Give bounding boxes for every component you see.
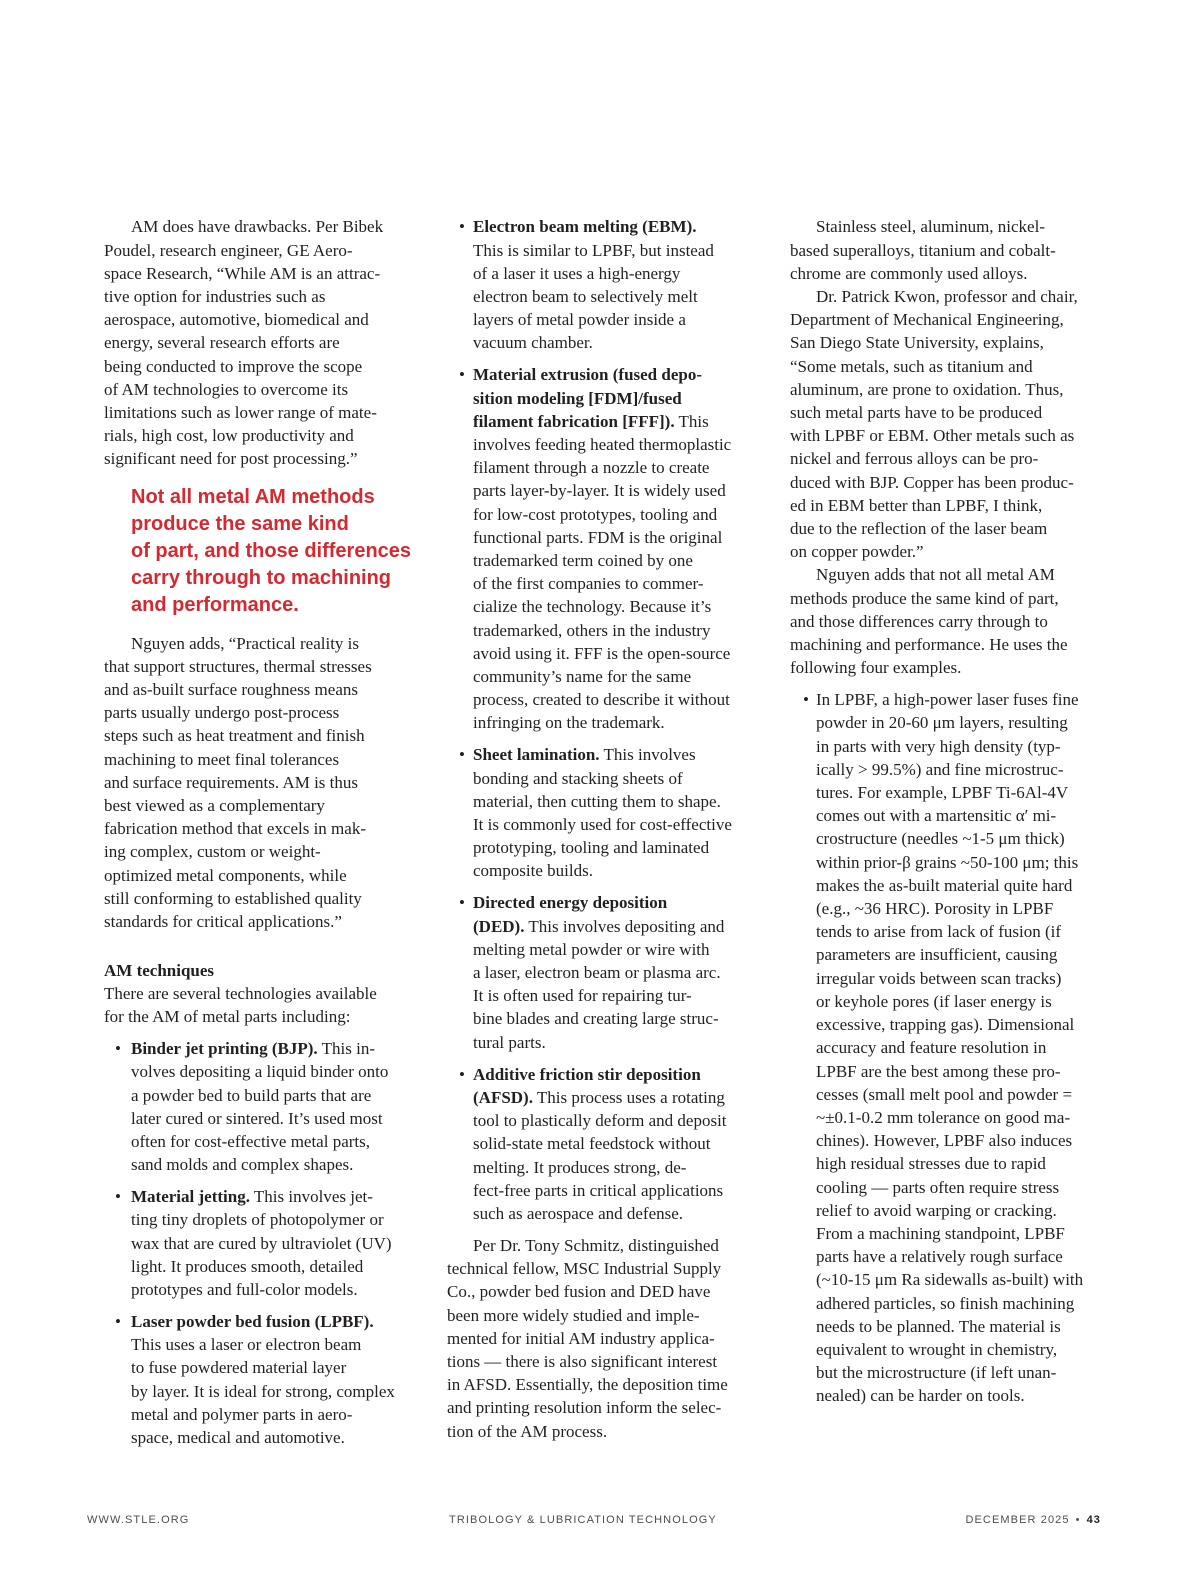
footer-website: WWW.STLE.ORG [87, 1514, 190, 1526]
bullet-lead: Electron beam melting (EBM). [473, 217, 697, 237]
bullet-lead: Laser powder bed fusion (LPBF). [131, 1312, 374, 1332]
bullet-item [447, 363, 765, 734]
paragraph-nguyen-quote: Nguyen adds, “Practical reality is that support structures, thermal stresses and as-built surface roughness means parts usually undergo post-process steps such as heat treatment and finish machining to meet final tolerances and surface requirements. AM is thus best viewed as a complementary fabrication method that excels in mak- ing complex, custom or weight- optimized metal components, while still conforming to established quality standards for critical applications.” [104, 633, 372, 932]
footer-issue [965, 1512, 1101, 1528]
bullet-item [104, 1310, 422, 1449]
bullet-text: This uses a laser or electron beam to fuse powdered material layer by layer. It is ideal for strong, complex metal and polymer parts in aero- space, medical and automotive. [131, 1335, 395, 1448]
footer-magazine-title: TRIBOLOGY & LUBRICATION TECHNOLOGY [449, 1514, 717, 1526]
bullet-lead: Binder jet printing (BJP). [131, 1039, 318, 1059]
technique-list [104, 1037, 422, 1449]
column-2 [447, 215, 765, 1442]
bullet-item [447, 215, 765, 354]
bullet-item [447, 743, 765, 882]
paragraph-intro: There are several technologies available for the AM of metal parts including: [104, 983, 377, 1027]
section-heading: AM techniques [104, 960, 215, 980]
page-number: 43 [1086, 1514, 1101, 1526]
footer-issue-date: DECEMBER 2025 [965, 1514, 1070, 1526]
bullet-text: This involves bonding and stacking sheets of material, then cutting them to shape. It is commonly used for cost-effective prototyping, tooling and laminated composite builds. [473, 745, 732, 881]
bullet-lead: Material extrusion (fused depo- sition modeling [FDM]/fused filament fabrication [FFF]). [473, 365, 703, 431]
bullet-text: This involves jet- ting tiny droplets of photopolymer or wax that are cured by ultraviolet (UV) light. It produces smooth, detailed prototypes and full-color models. [131, 1187, 392, 1300]
bullet-text: This process uses a rotating tool to plastically deform and deposit solid-state metal feedstock without melting. It produces strong, de- fect-free parts in critical applications such as aerospace and defense. [473, 1087, 727, 1223]
bullet-item [104, 1037, 422, 1176]
bullet-text: In LPBF, a high-power laser fuses fine powder in 20-60 μm layers, resulting in parts with very high density (typ- ically > 99.5%) and fine microstruc- tures. For example, LPBF Ti-6Al-4V comes out with a martensitic α′ mi- crostructure (needles ~1-5 μm thick) within prior-β grains ~50-100 μm; this makes the as-built material quite hard (e.g., ~36 HRC). Porosity in LPBF tends to arise from lack of fusion (if parameters are insufficient, causing irregular voids between scan tracks) or keyhole pores (if laser energy is excessive, trapping gas). Dimensional accuracy and feature resolution in LPBF are the best among these pro- cesses (small melt pool and powder = ~±0.1-0.2 mm tolerance on good ma- chines). However, LPBF also induces high residual stresses due to rapid cooling — parts often require stress relief to avoid warping or cracking. From a machining standpoint, LPBF parts have a relatively rough surface (~10-15 μm Ra sidewalls as-built) with adhered particles, so finish machining needs to be planned. The material is equivalent to wrought in chemistry, but the microstructure (if left unan- nealed) can be harder on tools. [816, 690, 1084, 1406]
bullet-lead: Sheet lamination. [473, 745, 600, 765]
bullet-text: This involves feeding heated thermoplastic filament through a nozzle to create parts layer-by-layer. It is widely used for low-cost prototypes, tooling and functional parts. FDM is the original trademarked term coined by one of the first companies to commer- cialize the technology. Because it’s trademarked, others in the industry avoid using it. FFF is the open-source community’s name for the same process, created to describe it without infringing on the trademark. [473, 411, 732, 733]
bullet-lead: Directed energy deposition (DED). [473, 893, 668, 936]
paragraph-kwon: Dr. Patrick Kwon, professor and chair, Department of Mechanical Engineering, San Diego State University, explains, “Some metals, such as titanium and aluminum, are prone to oxidation. Thus, such metal parts have to be produced with LPBF or EBM. Other metals such as nickel and ferrous alloys can be pro- duced with BJP. Copper has been produc- ed in EBM better than LPBF, I think, due to the reflection of the laser beam on copper powder.” [790, 287, 1078, 562]
pull-quote: Not all metal AM methods produce the same kind of part, and those differences carry through to machining and performance. [131, 485, 412, 617]
paragraph-nguyen-examples: Nguyen adds that not all metal AM methods produce the same kind of part, and those differences carry through to machining and performance. He uses the following four examples. [790, 565, 1068, 678]
column-3 [790, 215, 1108, 1407]
bullet-text: This is similar to LPBF, but instead of a laser it uses a high-energy electron beam to selectively melt layers of metal powder inside a vacuum chamber. [473, 240, 714, 353]
paragraph-alloys: Stainless steel, aluminum, nickel- based superalloys, titanium and cobalt- chrome are commonly used alloys. [790, 217, 1056, 283]
footer-separator: • [1075, 1514, 1081, 1526]
column-1 [104, 215, 422, 1449]
technique-list-continued [447, 215, 765, 1225]
bullet-lead: Material jetting. [131, 1187, 250, 1207]
bullet-item [104, 1185, 422, 1301]
bullet-item [447, 1063, 765, 1225]
bullet-text: This involves depositing and melting metal powder or wire with a laser, electron beam or plasma arc. It is often used for repairing tur- bine blades and creating large struc- tural parts. [473, 916, 725, 1052]
bullet-text: This in- volves depositing a liquid binder onto a powder bed to build parts that are later cured or sintered. It’s used most often for cost-effective metal parts, sand molds and complex shapes. [131, 1039, 389, 1175]
paragraph-schmitz: Per Dr. Tony Schmitz, distinguished technical fellow, MSC Industrial Supply Co., powder bed fusion and DED have been more widely studied and imple- mented for initial AM industry applica- tions — there is also significant interest in AFSD. Essentially, the deposition time and printing resolution inform the selec- tion of the AM process. [447, 1235, 728, 1441]
bullet-lead: Additive friction stir deposition (AFSD). [473, 1064, 701, 1107]
paragraph-drawbacks: AM does have drawbacks. Per Bibek Poudel, research engineer, GE Aero- space Research, “While AM is an attrac- tive option for industries such as aerospace, automotive, biomedical and energy, several research efforts are being conducted to improve the scope of AM technologies to overcome its limitations such as lower range of mate- rials, high cost, low productivity and significant need for post processing.” [104, 217, 384, 469]
bullet-item [790, 688, 1108, 1407]
example-list [790, 688, 1108, 1407]
bullet-item [447, 891, 765, 1053]
